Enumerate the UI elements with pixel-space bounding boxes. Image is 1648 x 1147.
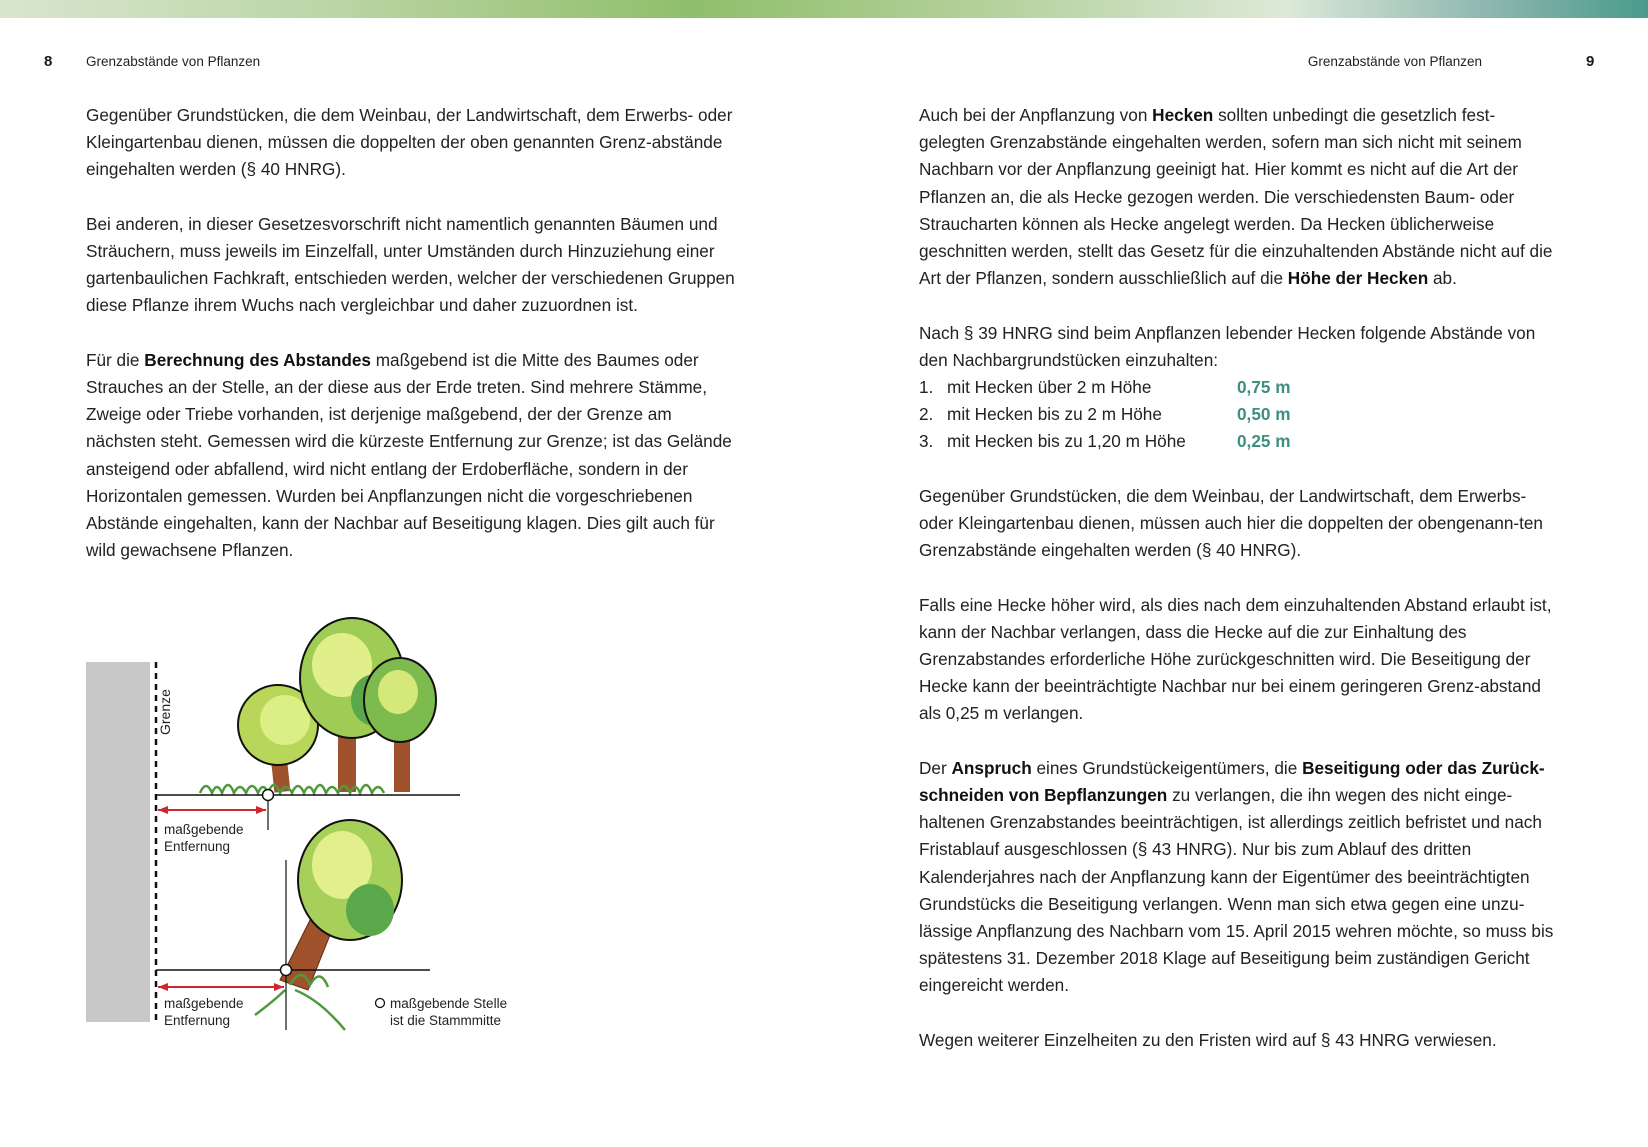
paragraph	[919, 102, 1559, 292]
paragraph: Falls eine Hecke höher wird, als dies nach dem einzuhaltenden Abstand erlaubt ist, kann der Nachbar verlangen, dass die Hecke auf die zur Einhaltung des Grenzabstandes erforderliche Höhe zurückgeschnitten wird. Die Beseitigung der Hecke kann der beeinträchtigte Nachbar nur bei einem geringeren Grenz-abstand als 0,25 m verlangen.	[919, 594, 1552, 724]
list-number: 3.	[919, 431, 934, 452]
left-column	[86, 102, 736, 592]
legend-circle-icon	[376, 999, 385, 1008]
paragraph: Nach § 39 HNRG sind beim Anpflanzen lebender Hecken folgende Abstände von den Nachbargrundstücken einzuhalten:	[919, 322, 1536, 370]
paragraph	[919, 755, 1559, 1000]
stem-center-marker-top	[263, 790, 274, 801]
top-color-band	[0, 0, 1648, 18]
list-number: 2.	[919, 404, 934, 425]
top-label-line1: maßgebende	[164, 822, 244, 837]
tree-group-top	[200, 618, 436, 793]
bottom-label-line2: Entfernung	[164, 1013, 231, 1028]
list-text: mit Hecken über 2 m Höhe	[947, 377, 1152, 398]
left-page-number: 8	[44, 53, 53, 70]
list-item	[919, 401, 1559, 428]
paragraph	[86, 347, 736, 565]
bold-term: Berechnung des Abstandes	[144, 349, 371, 370]
bold-term: Anspruch	[951, 757, 1032, 778]
paragraph: Gegenüber Grundstücken, die dem Weinbau, der Landwirtschaft, dem Erwerbs- oder Kleingartenbau dienen, müssen die doppelten der oben genannten Grenz-abstände eingehalten werden (§ 40 HNRG).	[86, 105, 733, 180]
right-column	[919, 102, 1559, 1081]
paragraph: Bei anderen, in dieser Gesetzesvorschrift nicht namentlich genannten Bäumen und Sträuchern, muss jeweils im Einzelfall, unter Umständen durch Hinzuziehung einer gartenbaulichen Fachkraft, entschieden werden, welcher der verschiedenen Gruppen diese Pflanze ihrem Wuchs nach vergleichbar und daher zuzuordnen ist.	[86, 213, 735, 316]
distance-illustration	[80, 610, 540, 1115]
right-running-head: Grenzabstände von Pflanzen	[1307, 54, 1482, 69]
list-value: 0,25 m	[1237, 431, 1291, 452]
top-label-line2: Entfernung	[164, 839, 231, 854]
text-run: zu verlangen, die ihn wegen des nicht einge-haltenen Grenzabstandes beeinträchtigen, ist allerdings zeitlich befristet und nach Fristablauf ausgeschlossen (§ 43 HNRG). Nur bis zum Ablauf des dritten Kalenderjahres nach der Anpflanzung kann der Eigentümer des beeinträchtigten Grundstücks die Beseitigung verlangen. Wenn man sich etwa gegen eine unzu-lässige Anpflanzung des Nachbarn vom 15. April 2015 wehren möchte, so muss bis spätestens 31. Dezember 2018 Klage auf Beseitigung beim zuständigen Gericht eingereicht werden.	[919, 784, 1554, 996]
text-run: Der	[919, 757, 952, 778]
list-text: mit Hecken bis zu 1,20 m Höhe	[947, 431, 1186, 452]
paragraph: Wegen weiterer Einzelheiten zu den Fristen wird auf § 43 HNRG verwiesen.	[919, 1029, 1497, 1050]
text-run: maßgebend ist die Mitte des Baumes oder Strauches an der Stelle, an der diese aus der Erde treten. Sind mehrere Stämme, Zweige oder Triebe vorhanden, ist derjenige maßgebend, der der Grenze am nächsten steht. Gemessen wird die kürzeste Entfernung zur Grenze; ist das Gelände ansteigend oder abfallend, wird nicht entlang der Erdoberfläche, sondern in der Horizontalen gemessen. Wurden bei Anpflanzungen nicht die vorgeschriebenen Abstände eingehalten, kann der Nachbar auf Beseitigung klagen. Dies gilt auch für wild gewachsene Pflanzen.	[86, 349, 732, 561]
list-value: 0,75 m	[1237, 377, 1291, 398]
bold-term: Hecken	[1152, 105, 1214, 125]
boundary-wall	[86, 662, 150, 1022]
text-run: sollten unbedingt die gesetzlich fest-gelegten Grenzabstände eingehalten werden, sofern man sich nicht mit seinem Nachbarn vor der Anpflanzung geeinigt hat. Hier kommt es nicht auf die Art der Pflanzen an, die als Hecke gezogen werden. Die verschiedensten Baum- oder Straucharten können als Hecke angelegt werden. Da Hecken üblicherweise geschnitten werden, stellt das Gesetz für die einzuhaltenden Abstände nicht auf die Art der Pflanzen, sondern ausschließlich auf die	[919, 105, 1553, 289]
list-item	[919, 428, 1559, 455]
bold-term: Beseitigung oder das Zurück-schneiden von Bepflanzungen	[919, 757, 1545, 805]
text-run: Für die	[86, 349, 145, 370]
stelle-label-line1: maßgebende Stelle	[390, 996, 508, 1011]
stem-center-marker-bottom	[281, 965, 292, 976]
list-item	[919, 374, 1559, 401]
text-run: ab.	[1428, 268, 1457, 289]
list-text: mit Hecken bis zu 2 m Höhe	[947, 404, 1162, 425]
hedge-distance-list	[919, 374, 1559, 456]
left-running-head: Grenzabstände von Pflanzen	[86, 54, 261, 69]
bottom-label-line1: maßgebende	[164, 996, 244, 1011]
grenze-label: Grenze	[157, 689, 173, 735]
text-run: eines Grundstückeigentümers, die	[1031, 757, 1303, 778]
bold-term: Höhe der Hecken	[1287, 268, 1429, 289]
list-value: 0,50 m	[1237, 404, 1291, 425]
list-number: 1.	[919, 377, 934, 398]
text-run: Auch bei der Anpflanzung von	[919, 105, 1153, 125]
paragraph: Gegenüber Grundstücken, die dem Weinbau, der Landwirtschaft, dem Erwerbs- oder Kleingartenbau dienen, müssen auch hier die doppelten der obengenann-ten Grenzabstände eingehalten werden (§ 40 HNRG).	[919, 485, 1543, 561]
stelle-label-line2: ist die Stammmitte	[390, 1013, 502, 1028]
right-page-number: 9	[1586, 53, 1595, 70]
